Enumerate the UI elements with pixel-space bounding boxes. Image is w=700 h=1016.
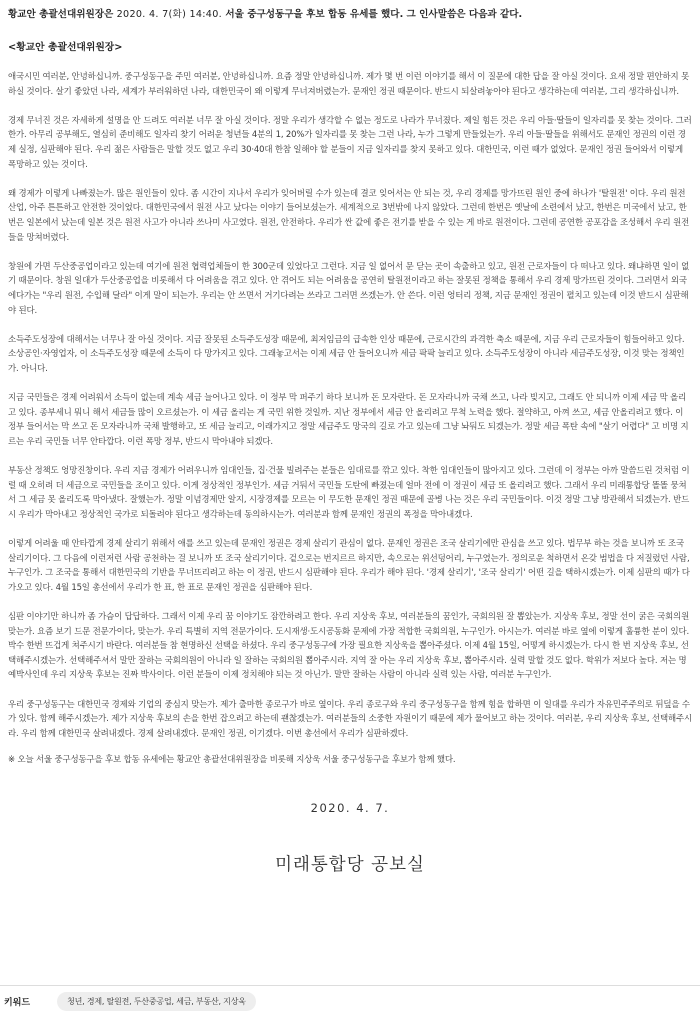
keywords-label: 키워드 [4, 997, 31, 1008]
keywords-bar [0, 985, 700, 1016]
speech-paragraph: 경제 무너진 것은 자세하게 설명을 안 드려도 여러분 너무 잘 아실 것이다. 정말 우리가 생각할 수 없는 정도로 나라가 무너졌다. 제일 힘든 것은 우리 아들·딸들이 일자리를 못 찾는 것이다. 그러한가. 아무리 공부해도, 열심히 준비해도 일자리 찾기 어려운 청년들 4분의 1, 20%가 일자리를 못 찾는 그런 나라, 누가 그렇게 만들었는가. 우리 아들·딸들을 위해서도 문재인 정권의 이런 경제 실정, 심판해야 된다. 우리 젊은 사람들은 말할 것도 없고 우리 30·40대 한참 일해야 할 분들이 지금 일자리를 찾지 못하고 있다. 대한민국, 이런 때가 없었다. 문재인 정권 들어와서 이렇게 폭망하고 있는 것이다. [8, 114, 692, 169]
speech-paragraph: 심판 이야기만 하니까 좀 가슴이 답답하다. 그래서 이제 우리 꿈 이야기도 잠깐하려고 한다. 우리 지상욱 후보, 여러분들의 꿈인가, 국회의원 잘 뽑았는가. 지상욱 후보, 정말 선이 굵은 국회의원 맞는가. 요즘 보기 드문 전문가이다, 맞는가. 우리 특별히 지역 전문가이다. 도시재생·도시공동화 문제에 가장 적합한 국회의원, 누구인가. 아시는가. 여러분 바로 옆에 이렇게 훌륭한 분이 있다. 박수 한번 뜨겁게 쳐주시기 바란다. 여러분들 참 현명하신 선택을 하셨다. 우리 중구성동구에 가장 필요한 지상욱을 뽑아주셨다. 이제 4월 15일, 어떻게 하시겠는가. 다시 한 번 지상욱 후보, 선택해주시겠는가. 선택해주셔서 말만 잘하는 국회의원이 아니라 일 잘하는 국회의원 뽑아주시라. 지역 잘 아는 우리 지상욱 후보, 뽑아주시라. 실력 말할 것도 없다. 학위가 저보다 높다. 저는 명예박사인데 우리 지상욱 후보는 진짜 박사이다. 이런 분들이 이제 정치해야 되는 것 아닌가. 말만 잘하는 사람이 아니라 실력 있는 사람, 여러분 누구인가. [8, 610, 690, 680]
speech-paragraph: 창원에 가면 두산중공업이라고 있는데 여기에 원전 협력업체들이 한 300군데 있었다고 그런다. 지금 일 없어서 문 닫는 곳이 속출하고 있고, 원전 근로자들이 다 떠나고 있다. 왜냐하면 일이 없기 때문이다. 창원 일대가 두산중공업을 비롯해서 다 어려움을 겪고 있다. 안 겪어도 되는 어려움을 공연히 탈원전이라고 하는 잘못된 정책을 통해서 우리 경제 망가뜨린 것이다. 그러면서 외국에다가는 "우리 원전, 수입해 달라" 이게 말이 되는가. 우리는 안 쓰면서 거기다려는 쓰라고 그러면 쓰겠는가. 안 쓴다. 이런 엉터리 정책, 지금 문재인 정권이 펼치고 있는데 이것 반드시 심판해야 된다. [8, 260, 690, 315]
speech-paragraph: 지금 국민들은 경제 어려워서 소득이 없는데 계속 세금 늘어나고 있다. 이 정부 막 퍼주기 하다 보니까 돈 모자란다. 돈 모자라니까 국채 쓰고, 나라 빚지고, 그래도 안 되니까 이제 세금 막 올리고 있다. 종부세니 뭐니 해서 세금들 많이 오르셨는가. 이 세금 올리는 게 국민 위한 것일까. 지난 정부에서 세금 안 올리려고 무척 노력을 했다. 절약하고, 아껴 쓰고, 세금 안올리려고 했다. 이 정부 들어서는 막 쓰고 돈 모자라니까 국채 발행하고, 또 세금 늘리고, 이래가지고 정말 세금주도 망국의 길로 가고 있는데 그냥 놔둬도 되겠는가. 정말 세금 폭탄 속에 "살기 어렵다" 고 비명 지르는 우리 국민들 너무 안타깝다. 이런 폭망 정부, 반드시 막아내야 되겠다. [8, 392, 689, 446]
lead-suffix: 서울 중구성동구을 후보 합동 유세를 했다. 그 인사말씀은 다음과 같다. [225, 9, 523, 20]
speech-paragraph: 소득주도성장에 대해서는 너무나 잘 아실 것이다. 지금 잘못된 소득주도성장 때문에, 최저임금의 급속한 인상 때문에, 근로시간의 과격한 축소 때문에, 지금 우리 근로자들이 힘들어하고 있다. 소상공인·자영업자, 이 소득주도성장 때문에 소득이 다 망가지고 있다. 그래놓고서는 이제 세금 안 들어오니까 세금 팍팍 늘리고 있다. 소득주도성장이 아니라 세금주도성장, 이것 맞는 정책인가. 아니다. [8, 333, 685, 373]
keyword-tags[interactable]: 청년, 경제, 탈원전, 두산중공업, 세금, 부동산, 지상욱 [57, 992, 256, 1011]
speech-paragraph: 부동산 정책도 엉망진창이다. 우리 지금 경제가 어려우니까 임대인들, 집·건물 빌려주는 분들은 임대료를 깎고 있다. 착한 임대인들이 많아지고 있다. 그런데 이 정부는 아까 말씀드린 것처럼 이럴 때 오히려 더 세금으로 국민들을 조이고 있다. 이게 정상적인 정부인가. 세금 거둬서 국민들 도탄에 빠졌는데 얼마 전에 이 정권이 세금 또 올리려고 했다. 그래서 우리 미래통합당 똘똘 뭉쳐서 그 세금 못 올리도록 막아냈다. 잘했는가. 정말 이념경제만 알지, 시장경제를 모르는 이 무도한 문재인 정권 때문에 골병 나는 것은 우리 국민들이다. 이것 정말 그냥 방관해서 되겠는가. 반드시 우리가 막아내고 정상적인 국가로 되돌려야 된다고 생각하는데 동의하시는가. 여러분과 함께 문재인 정권의 폭정을 막아내겠다. [8, 465, 690, 519]
speech-paragraph: 이렇게 어려울 때 안타깝게 경제 살리기 위해서 애를 쓰고 있는데 문재인 정권은 경제 살리기 관심이 없다. 문재인 정권은 조국 살리기에만 관심을 쓰고 있다. 법무부 하는 것을 보니까 또 조국 살리기이다. 그 다음에 이런저런 사람 공천하는 걸 보니까 또 조국 살리기이다. 겉으로는 번지르르 하지만, 속으로는 위선덩어리, 누구였는가. 정의로운 척하면서 온갖 범법을 다 저질렀던 사람, 누구인가. 그 조국을 통해서 대한민국의 기반을 무너뜨리려고 하는 이 정권, 반드시 심판해야 된다. 우리가 해야 된다. '경제 살리기', '조국 살리기' 어떤 길을 택하시겠는가. 이제 심판의 때가 다가오고 있다. 4월 15일 총선에서 우리가 한 표, 한 표로 문재인 정권을 심판해야 된다. [8, 538, 690, 592]
lead-prefix: 황교안 총괄선대위원장은 [8, 9, 114, 20]
speech-paragraph: 우리 중구성동구는 대한민국 경제와 기업의 중심지 맞는가. 제가 출마한 종로구가 바로 옆이다. 우리 종로구와 우리 중구성동구을 함께 힘을 합하면 이 일대를 우리가 자유민주주의로 뒤덮을 수가 있다. 함께 해주시겠는가. 제가 지상욱 후보의 손을 한번 잡으려고 하는데 괜찮겠는가. 여러분들의 소중한 자원이기 때문에 제가 물어보고 하는 것이다. 여러분, 우리 지상욱 후보, 선택해주시라. 우리 함께 대한민국 살려내겠다. 경제 살려내겠다. 문재인 정권, 이기겠다. 이번 총선에서 우리가 심판하겠다. [8, 698, 693, 738]
lead-sentence [8, 8, 692, 22]
issuing-office: 미래통합당 공보실 [275, 854, 425, 875]
speech-paragraph: 왜 경제가 이렇게 나빠졌는가. 많은 원인들이 있다. 좀 시간이 지나서 우리가 잊어버릴 수가 있는데 결코 잊어서는 안 되는 것, 우리 경제를 망가뜨린 원인 중에 하나가 '탈원전' 이다. 우리 원전산업, 아주 튼튼하고 안전한 것이었다. 대한민국에서 원전 사고 났다는 이야기 들어보셨는가. 세계적으로 3번밖에 나지 않았다. 그런데 한번은 옛날에 소련에서 났고, 한번은 미국에서 났고, 한번은 일본에서 났는데 일본 것은 원전 사고가 아니라 쓰나미 사고였다. 원전, 안전하다. 우리가 싼 값에 좋은 전기를 받을 수 있는 게 바로 원전이다. 그런데 공연한 공포감을 조성해서 우리 원전들을 망쳐버렸다. [8, 187, 690, 242]
release-date: 2020. 4. 7. [310, 800, 390, 815]
speaker-heading: <황교안 총괄선대위원장> [8, 42, 123, 53]
attendance-note: ※ 오늘 서울 중구성동구을 후보 합동 유세에는 황교안 총괄선대위원장을 비롯해 지상욱 서울 중구성동구을 후보가 함께 했다. [8, 753, 456, 764]
speech-paragraph: 애국시민 여러분, 안녕하십니까. 중구성동구을 주민 여러분, 안녕하십니까. 요즘 정말 안녕하십니까. 제가 몇 번 이런 이야기를 해서 이 질문에 대한 답을 잘 아실 것이다. 요새 정말 편안하지 못하실 것이다. 살기 좋았던 나라, 세계가 부러워하던 나라, 대한민국이 왜 이렇게 무너져버렸는가. 문재인 정권 때문이다. 반드시 되살려놓아야 된다고 생각하는데 여러분, 그리 생각하십니까. [8, 71, 690, 96]
lead-date: 2020. 4. 7(화) 14:40. [113, 9, 226, 20]
